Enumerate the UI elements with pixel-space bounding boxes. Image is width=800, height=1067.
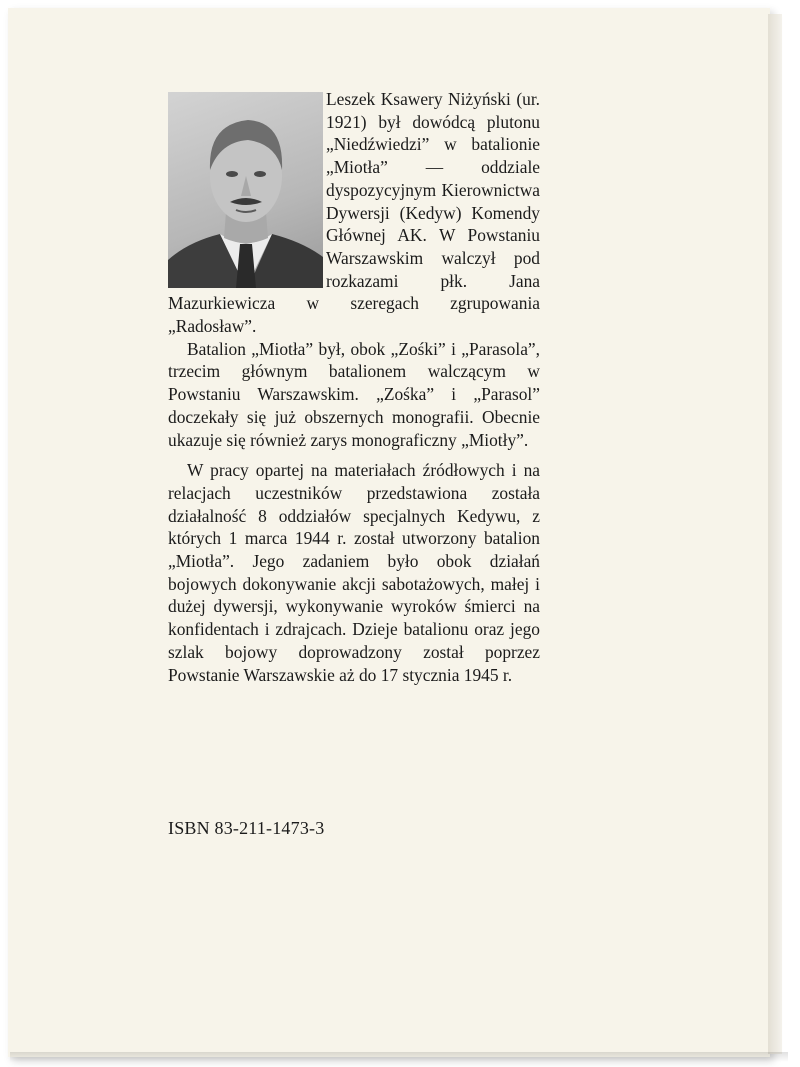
- cover-shadow: [10, 1052, 788, 1062]
- cover-text: [168, 88, 540, 686]
- isbn-number: ISBN 83-211-1473-3: [168, 818, 325, 838]
- cover-edge: [768, 14, 782, 1054]
- author-bio-paragraph: Leszek Ksawery Niżyński (ur. 1921) był dowódcą plutonu „Niedźwiedzi” w batalionie „Miotła” — oddziale dyspozycyjnym Kierownictwa Dywersji (Kedyw) Komendy Głównej AK. W Powstaniu Warszawskim walczył pod rozkazami płk. Jana Mazurkiewicza w szeregach zgrupowania „Radosław”.: [168, 89, 540, 337]
- book-description-paragraph: W pracy opartej na materiałach źródłowych i na relacjach uczestników przedstawiona została działalność 8 oddziałów specjalnych Kedywu, z których 1 marca 1944 r. został utworzony batalion „Miotła”. Jego zadaniem było obok działań bojowych dokonywanie akcji sabotażowych, małej i dużej dywersji, wykonywanie wyroków śmierci na konfidentach i zdrajcach. Dzieje batalionu oraz jego szlak bojowy doprowadzony został poprzez Powstanie Warszawskie aż do 17 stycznia 1945 r.: [168, 460, 540, 685]
- battalion-comparison-paragraph: Batalion „Miotła” był, obok „Zośki” i „Parasola”, trzecim głównym batalionem walczącym w Powstaniu Warszawskim. „Zośka” i „Parasol” doczekały się już obszernych monografii. Obecnie ukazuje się również zarys monograficzny „Miotły”.: [168, 338, 540, 450]
- photo-spacer: [168, 88, 326, 292]
